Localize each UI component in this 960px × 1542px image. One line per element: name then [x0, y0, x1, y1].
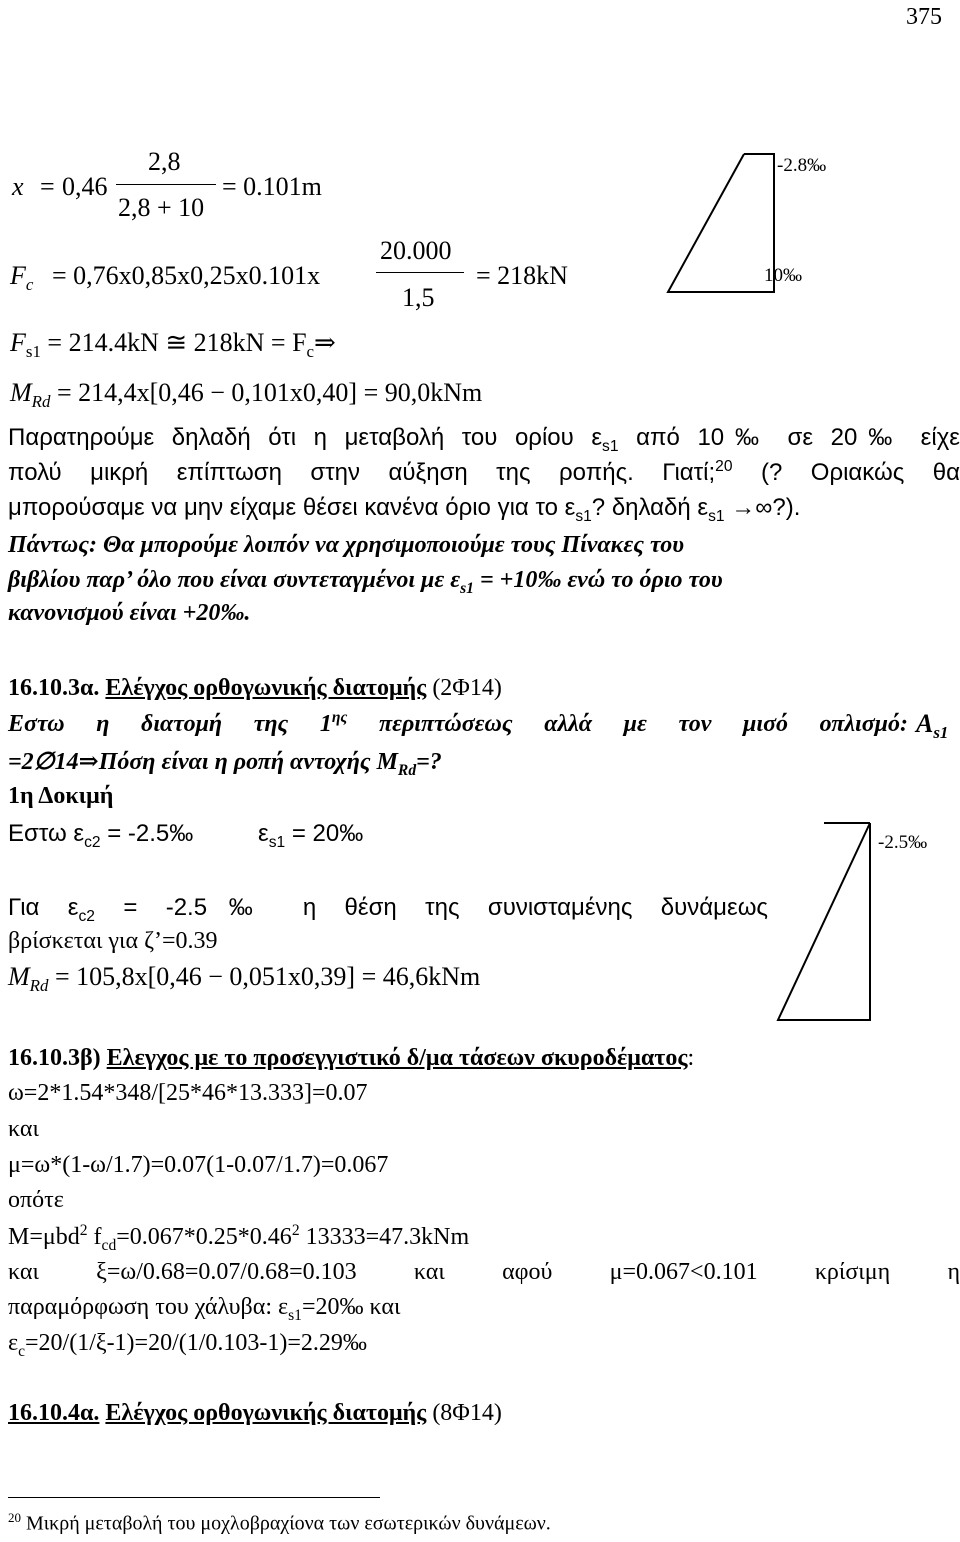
equation-mrd	[10, 378, 482, 412]
eq-lhs: M	[10, 378, 32, 407]
para1-line3: μπορούσαμε να μην είχαμε θέσει κανένα όριο για το $\varepsilon_{s1}$? δηλαδή $\varepsilon_{s1}$ →∞?).	[8, 494, 801, 525]
question-as: $A_{s1}$	[916, 709, 949, 743]
question-line2: =2∅14⇒Πόση είναι η ροπή αντοχής $M_{Rd}=$?	[8, 749, 442, 779]
section-title: Ελεγχος με το προσεγγιστικό δ/μα τάσεων σκυροδέματος	[106, 1045, 688, 1071]
para2-line3: κανονισμού είναι +20‰.	[8, 600, 251, 626]
eq-lhs: $F_c$	[10, 261, 34, 295]
strain-label-top: -2.8‰	[777, 155, 827, 176]
implies-arrow: ⇒	[314, 328, 336, 357]
calc-therefore: οπότε	[8, 1187, 64, 1213]
for-line2: βρίσκεται για ζ’=0.39	[8, 928, 218, 954]
equation-fs1	[10, 328, 336, 362]
calc-omega: ω=2*1.54*348/[25*46*13.333]=0.07	[8, 1080, 368, 1106]
section-heading-4a	[8, 1400, 502, 1427]
eq-result: = 0.101m	[222, 172, 322, 201]
eq-middle: = 0,76x0,85x0,25x0.101x	[52, 261, 321, 290]
para1-line2: πολύ μικρή επίπτωση στην αύξηση της ροπής. Γιατί;$^{20}$ (? Οριακώς θα	[8, 458, 960, 486]
calc-mu: μ=ω*(1-ω/1.7)=0.07(1-0.07/1.7)=0.067	[8, 1152, 389, 1178]
para1-line1: Παρατηρούμε δηλαδή ότι η μεταβολή του ορίου $\varepsilon_{s1}$ από 10‰ σε 20‰ είχε	[8, 424, 960, 455]
eq-equals: =	[40, 172, 55, 201]
calc-and: και	[8, 1116, 39, 1142]
frac-numerator: 2,8	[148, 147, 181, 176]
question-line1: Εστω η διατομή της $1^{\eta\varsigma}$ περιπτώσεως αλλά με τον μισό οπλισμό:	[8, 709, 908, 737]
para2-line1: Πάντως: Θα μπορούμε λοιπόν να χρησιμοποιούμε τους Πίνακες του	[8, 532, 685, 558]
footnote-text: Μικρή μεταβολή του μοχλοβραχίονα των εσωτερικών δυνάμεων.	[26, 1512, 551, 1535]
for-line1: Για $\varepsilon_{c2}$ = -2.5‰ η θέση της συνισταμένης δυνάμεως	[8, 894, 768, 925]
page-number: 375	[906, 4, 942, 30]
fraction-bar	[116, 184, 216, 185]
eq-lhs: F	[10, 328, 26, 357]
strain-label: -2.5‰	[878, 832, 928, 853]
eq-lhs-sub: Rd	[31, 392, 51, 412]
eq-coef: 0,46	[62, 172, 108, 201]
section-number: 16.10.3α.	[8, 675, 100, 701]
section-heading-3a	[8, 675, 502, 702]
footnote-mark: 20	[8, 1510, 21, 1525]
footnote	[8, 1510, 551, 1536]
section-number: 16.10.3β)	[8, 1045, 101, 1071]
footnote-rule	[8, 1497, 380, 1498]
eq-rhs-sub: c	[306, 342, 315, 362]
frac-denominator: 2,8 + 10	[118, 193, 205, 222]
strain-triangle-side	[778, 823, 870, 1020]
frac-denominator: 1,5	[402, 283, 435, 312]
eq-lhs: x	[12, 172, 24, 201]
section-number: 16.10.4α.	[8, 1400, 100, 1426]
para2-line2: βιβλίου παρ’ όλο που είναι συντεταγμένοι με $\varepsilon_{s1}$ = +10‰ ενώ το όριο του	[8, 567, 723, 597]
strain-diagram-2	[770, 815, 880, 1035]
section-suffix: (8Φ14)	[426, 1400, 502, 1426]
calc-moment: M=μbd$^2$ $f_{cd}=0.067*0.25*0.46^2$ 13333=47.3kNm	[8, 1222, 470, 1254]
section-heading-3b	[8, 1045, 694, 1072]
section-colon: :	[687, 1045, 695, 1071]
fraction-bar	[376, 272, 464, 273]
trial-heading: 1η Δοκιμή	[8, 783, 114, 809]
calc-steel-strain: παραμόρφωση του χάλυβα: $\varepsilon_{s1}=20‰$ και	[8, 1294, 401, 1324]
calc-concrete-strain: $\varepsilon_c=20/(1/\xi-1)=20/(1/0.103-1)=2.29‰$	[8, 1330, 367, 1360]
calc-xi: και ξ=ω/0.68=0.07/0.68=0.103 και αφού μ=0.067<0.101 κρίσιμη η	[8, 1259, 960, 1285]
eq-lhs-sub: s1	[25, 342, 41, 362]
strain-label-bottom: 10‰	[764, 265, 802, 286]
strain-triangle	[668, 154, 774, 292]
eq-result: = 218kN	[476, 261, 568, 290]
section-suffix: (2Φ14)	[426, 675, 502, 701]
eq-rhs: = 214,4x[0,46 − 0,101x0,40] = 90,0kNm	[56, 378, 483, 407]
eq-rhs: = 214.4kN ≅ 218kN = F	[47, 328, 307, 357]
section-title: Ελέγχος ορθογωνικής διατομής	[105, 1400, 427, 1426]
let-strain-c2: Εστω $\varepsilon_{c2}$ = -2.5‰	[8, 820, 194, 851]
frac-numerator: 20.000	[380, 236, 452, 265]
equation-mrd-2: $M_{Rd} = 105,8x[0,46 - 0,051x0,39] = 46,6kNm$	[8, 962, 481, 996]
let-strain-s1: $\varepsilon_{s1}$ = 20‰	[258, 820, 364, 851]
section-title: Ελέγχος ορθογωνικής διατομής	[105, 675, 427, 701]
